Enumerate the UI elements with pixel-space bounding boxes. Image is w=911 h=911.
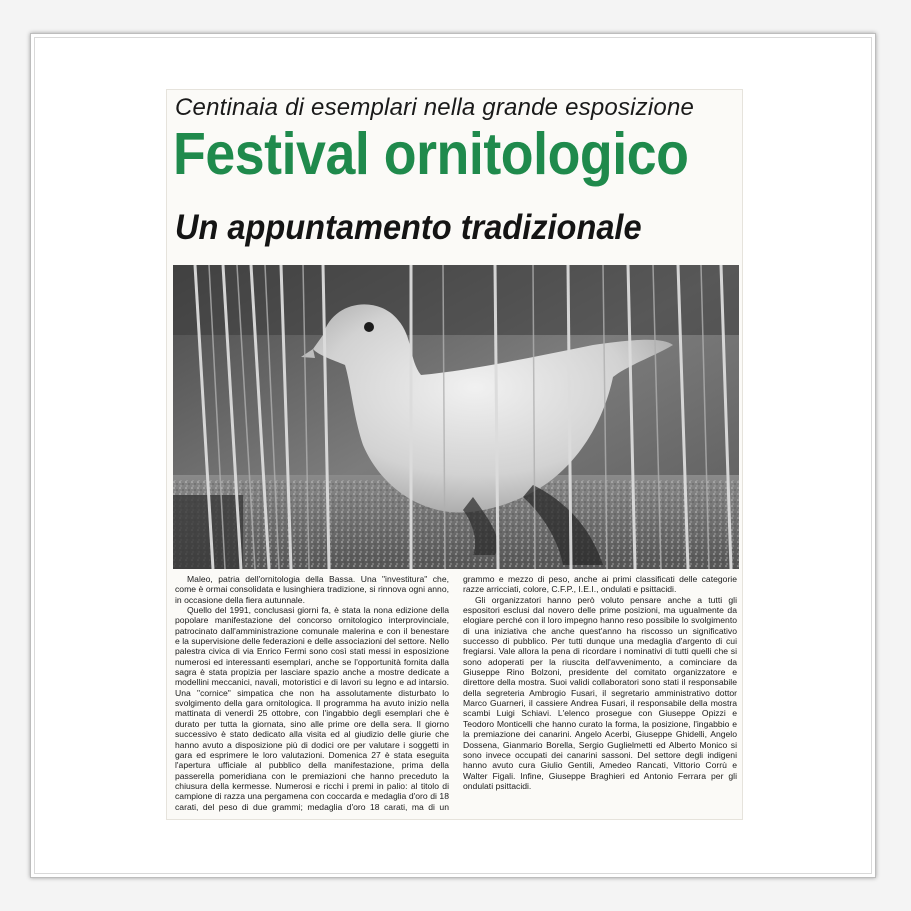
article-paragraph: Maleo, patria dell'ornitologia della Bassa. Una "investitura" che, come è ormai consolidata e lusinghiera tradizione, si rinnova ogni anno, in occasione della fiera autunnale. [175, 574, 449, 605]
article-photo [173, 265, 739, 569]
article-body [175, 574, 737, 814]
article-paragraph: Quello del 1991, conclusasi giorni fa, è stata la nona edizione della popolare manifestazione del concorso ornitologico interprovinciale, patrocinato dall'amministrazione comunale malerina e con il benestare e la supervisione delle federazioni e delle associazioni del settore. Nello palestra civica di via Enrico Fermi sono così stati messi in esposizione numerosi ed interessanti esemplari, anche se l'opportunità fornita dalla sagra è stata propizia per lasciare spazio anche a mostre dedicate a modellini meccanici, navali, motoristici e di lavori su legno e ad intarsio. Una "cornice" simpatica che non ha assolutamente disturbato lo svolgimento della gara ornitologica. Il programma ha avuto inizio nella mattinata di venerdì 25 ottobre, con l'ingabbio degli esemplari che è durato per tutta la giornata, sino alle prime ore della sera. Il giorno successivo è stato dedicato alla visita ed al giudizio delle giurie che hanno avuto a disposizione più di dodici ore per valutare i soggetti in gara ed esprimere le loro valutazioni. Domenica 27 è stata eseguita l'apertura ufficiale al pubblico della manifestazione, prima della passerella pomeridiana con le premiazioni che hanno preceduto la chiusura della kermesse. Numerosi e ricchi i premi in palio: al titolo di campione di razza una pergamena con coccarda e medaglia d'oro di 18 carati, del peso di due grammi; medaglia d'oro 18 carati, ma di un grammo e mezzo di peso, anche ai primi classificati delle categorie razze arricciati, colore, C.F.P., I.E.I., ondulati e psittacidi. [175, 574, 737, 812]
pigeon-in-cage-image [173, 265, 739, 569]
article-headline: Festival ornitologico [173, 121, 689, 187]
newspaper-clipping [166, 89, 743, 820]
article-subheadline: Un appuntamento tradizionale [175, 208, 642, 247]
article-kicker: Centinaia di esemplari nella grande esposizione [175, 94, 695, 121]
article-paragraph: Gli organizzatori hanno però voluto pensare anche a tutti gli espositori esclusi dal novero delle prime posizioni, ma ugualmente da elogiare perché con il loro impegno hanno reso possibile lo svolgimento di una iniziativa che anche quest'anno ha riscosso un significativo successo di pubblico. Per tutti dunque una medaglia d'argento di cui fregiarsi. Vale allora la pena di ricordare i nominativi di tutti quelli che si sono adoperati per la riuscita dell'avvenimento, a cominciare da Giuseppe Rino Bolzoni, presidente del comitato organizzatore e direttore della mostra. Suoi validi collaboratori sono stati il responsabile della segreteria Ambrogio Fusari, il segretario amministrativo dottor Marco Guarneri, il cassiere Andrea Fusari, il responsabile della mostra scambi Luigi Schiavi. L'elenco prosegue con Giuseppe Opizzi e Teodoro Monticelli che hanno curato la forma, la posizione, l'ingabbio e la premiazione dei canarini. Angelo Acerbi, Giuseppe Ghidelli, Angelo Dossena, Gianmario Borella, Sergio Guglielmetti ed Alberto Monico si sono invece occupati dei canarini sassoni. Del settore degli indigeni hanno avuto cura Giulio Gentili, Amedeo Rancati, Vittorio Corrù e Walter Figali. Infine, Giuseppe Braghieri ed Antonio Ferrara per gli ondulati psittacidi. [463, 594, 737, 791]
